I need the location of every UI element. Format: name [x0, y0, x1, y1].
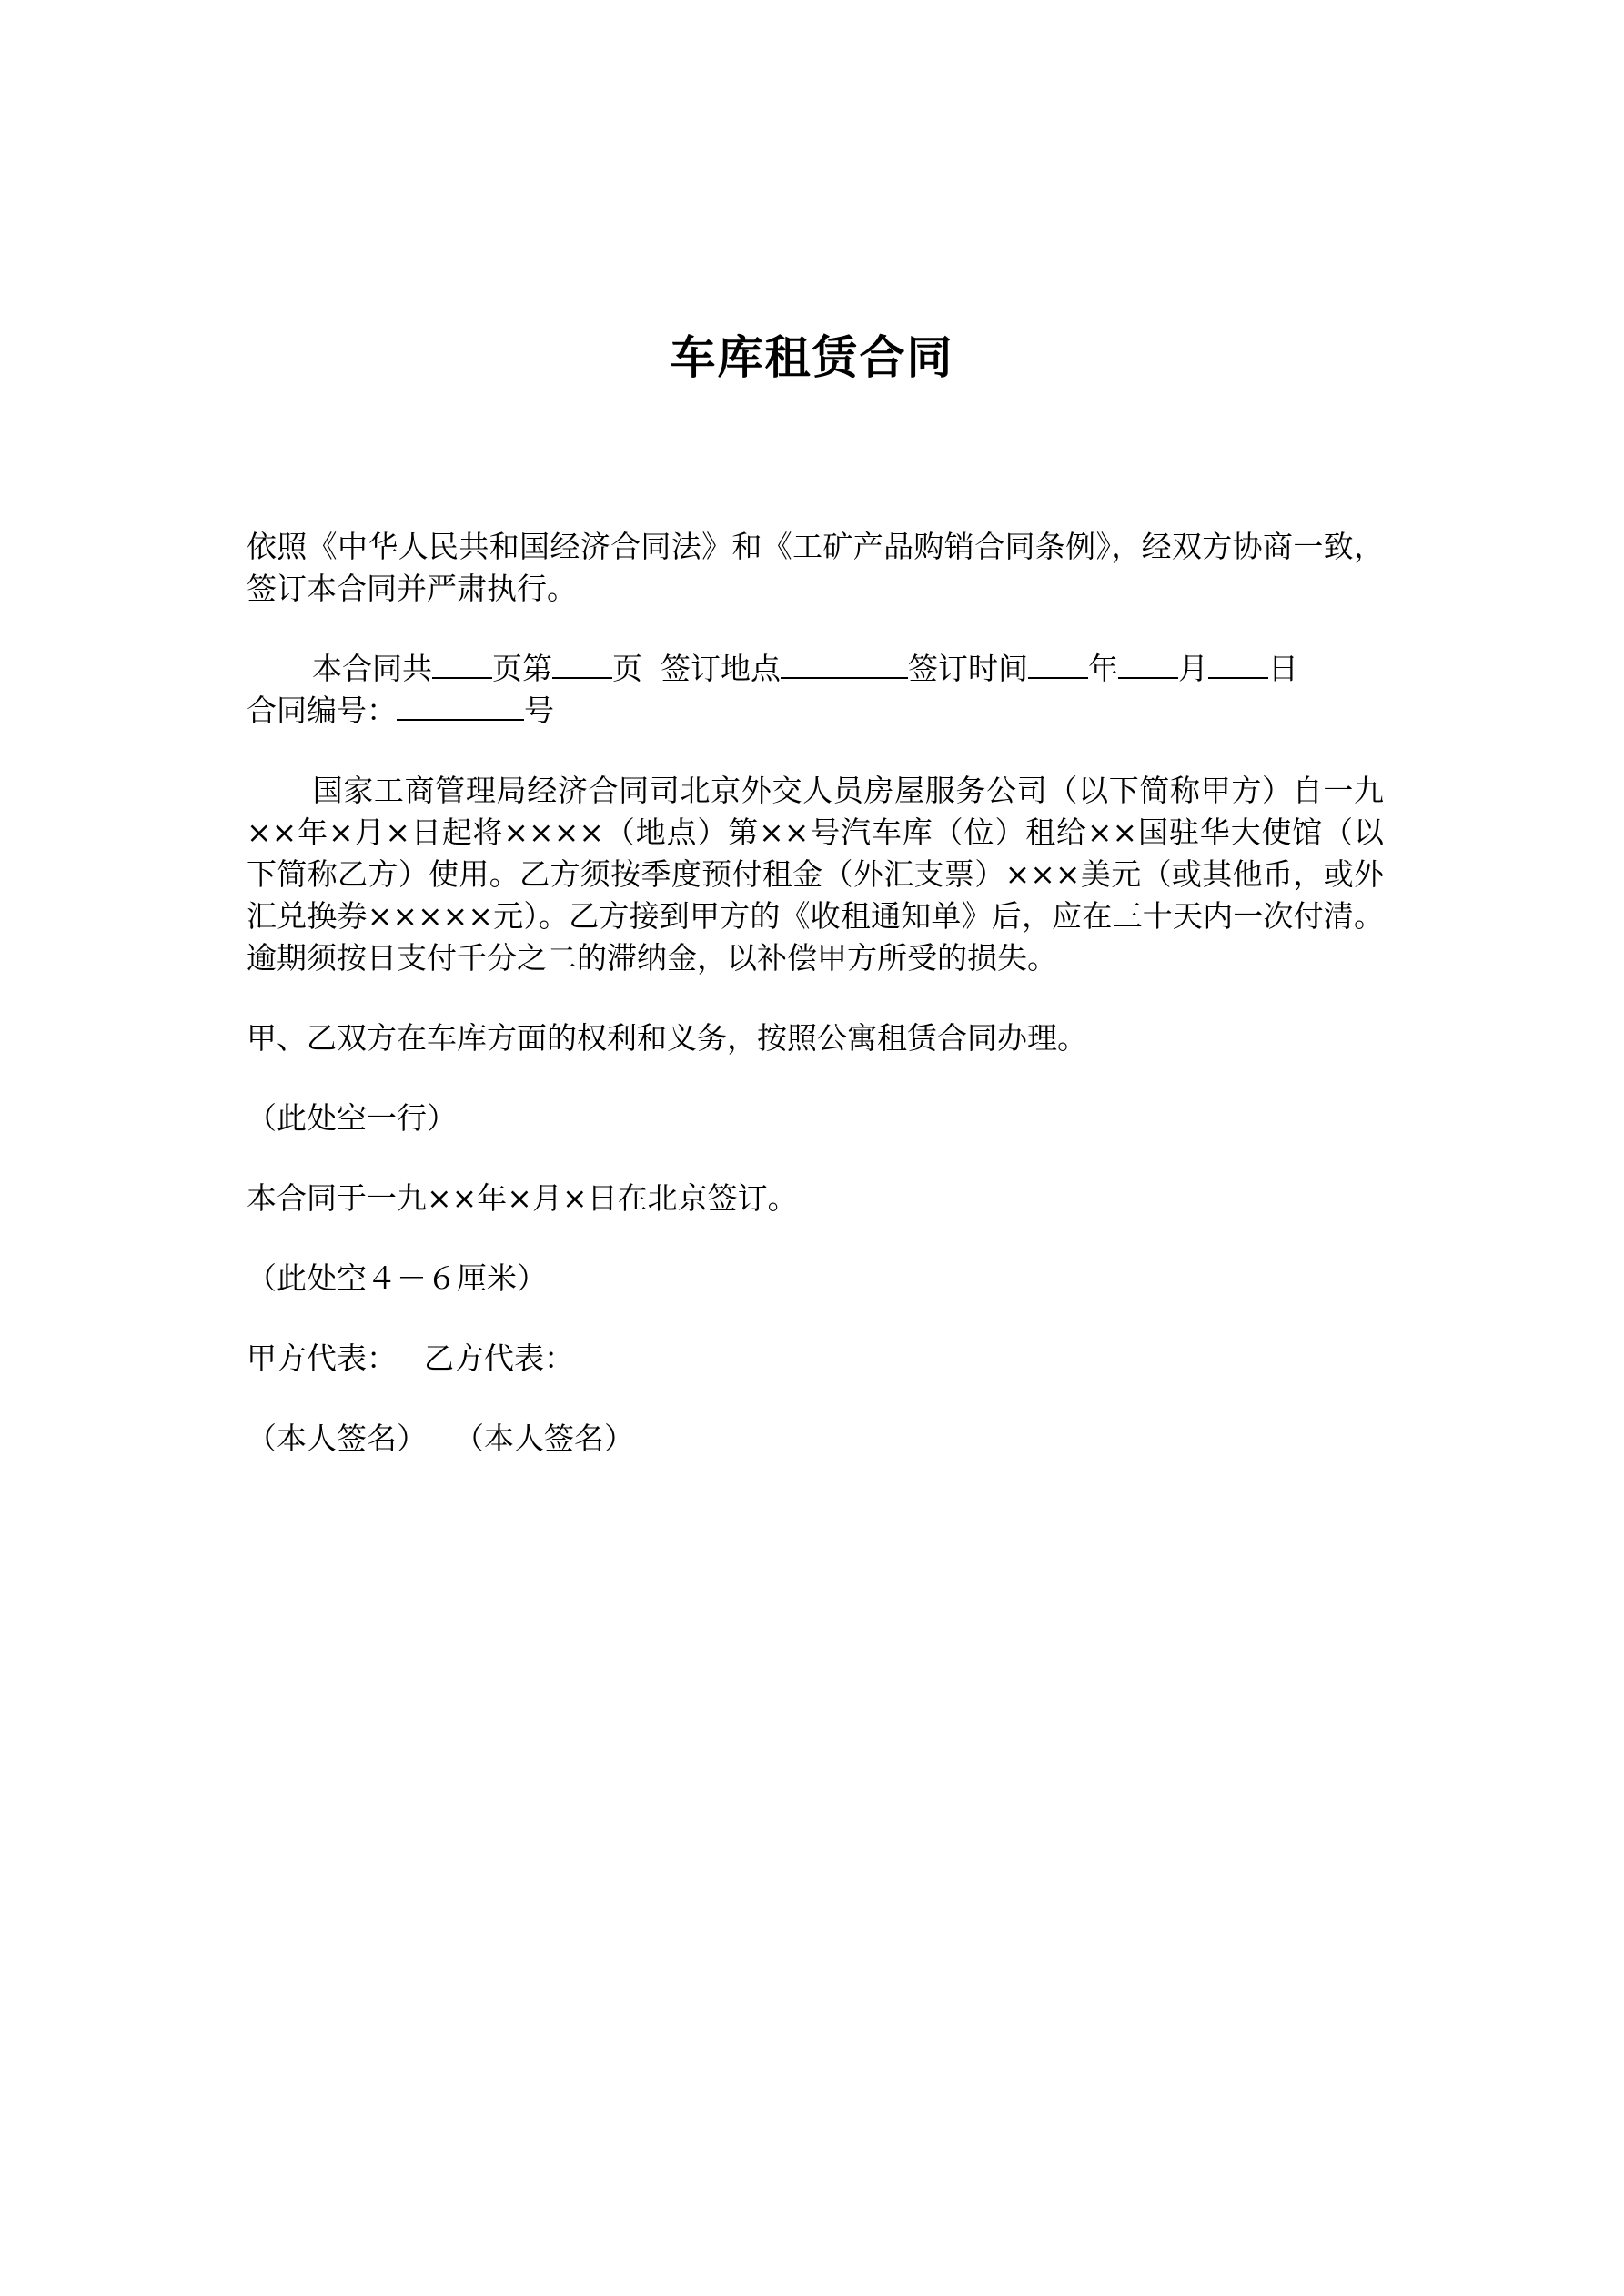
day-label: 日: [1268, 651, 1298, 686]
party-b-representative-label: 乙方代表：: [424, 1340, 574, 1376]
contract-no-suffix: 号: [524, 693, 554, 728]
signing-place-blank[interactable]: [781, 650, 908, 679]
month-label: 月: [1178, 651, 1208, 686]
document-title: 车库租赁合同: [670, 331, 954, 384]
year-blank[interactable]: [1028, 650, 1088, 679]
blank-line-note: （此处空一行）: [247, 1100, 457, 1136]
intro-paragraph: 依照《中华人民共和国经济合同法》和《工矿产品购销合同条例》，经双方协商一致，签订本合同并严肃执行。: [247, 529, 1384, 606]
signatures-line: [247, 1418, 1384, 1460]
main-clause-paragraph: 国家工商管理局经济合同司北京外交人员房屋服务公司（以下简称甲方）自一九××年×月×日起将××××（地点）第××号汽车库（位）租给××国驻华大使馆（以下简称乙方）使用。乙方须按季度预付租金（外汇支票）×××美元（或其他币，或外汇兑换券×××××元）。乙方接到甲方的《收租通知单》后，应在三十天内一次付清。逾期须按日支付千分之二的滞纳金，以补偿甲方所受的损失。: [247, 773, 1384, 976]
meta-line-1: [247, 648, 1384, 690]
rights-clause-paragraph: 甲、乙双方在车库方面的权利和义务，按照公寓租赁合同办理。: [247, 1020, 1087, 1056]
meta-line-2: [247, 690, 1384, 732]
signing-time-label: 签订时间: [908, 651, 1028, 686]
meta-page-no-label: 页第: [492, 651, 552, 686]
contract-no-label: 合同编号：: [247, 693, 397, 728]
party-a-signature: （本人签名）: [247, 1421, 427, 1456]
meta-paragraph: [247, 648, 1384, 732]
party-a-representative-label: 甲方代表：: [247, 1340, 397, 1376]
party-b-signature: （本人签名）: [454, 1421, 634, 1456]
contract-no-blank[interactable]: [397, 692, 524, 721]
representatives-line: [247, 1338, 1384, 1380]
month-blank[interactable]: [1118, 650, 1178, 679]
signing-place-label: 签订地点: [661, 651, 781, 686]
page-number-blank[interactable]: [552, 650, 612, 679]
pages-total-blank[interactable]: [432, 650, 492, 679]
document-body: [247, 526, 1384, 1498]
year-label: 年: [1088, 651, 1118, 686]
space-note: （此处空４－６厘米）: [247, 1260, 547, 1296]
signing-statement: 本合同于一九××年×月×日在北京签订。: [247, 1180, 798, 1216]
meta-page-suffix: 页: [612, 651, 642, 686]
meta-pages-label: 本合同共: [312, 651, 432, 686]
day-blank[interactable]: [1208, 650, 1268, 679]
